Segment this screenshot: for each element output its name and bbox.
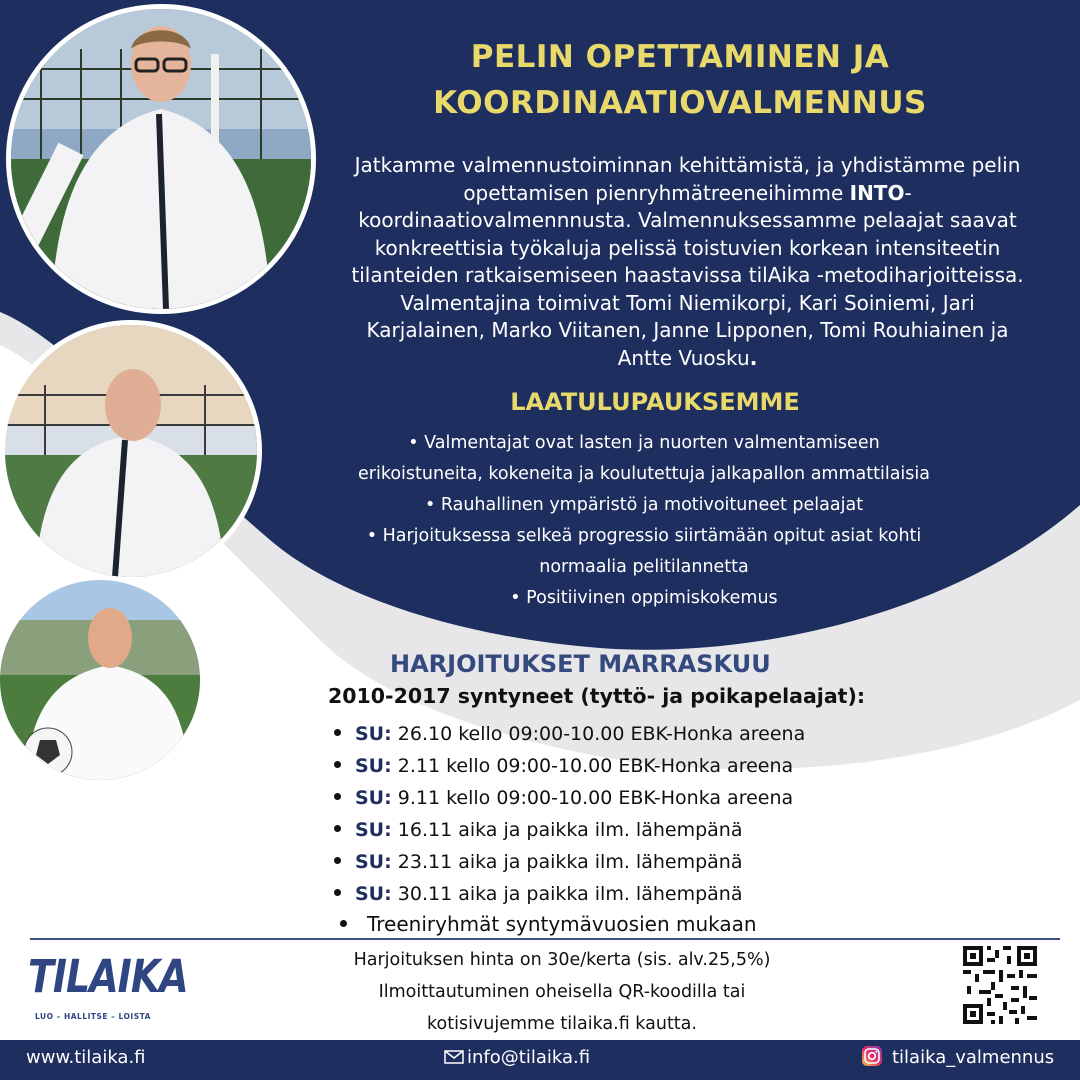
- coach-photo-2: [0, 320, 262, 582]
- quality-item: • Positiivinen oppimiskokemus: [510, 588, 778, 608]
- session-day: SU:: [355, 755, 392, 777]
- bullet-icon: [340, 920, 347, 927]
- session-day: SU:: [355, 723, 392, 745]
- quality-item: erikoistuneita, kokeneita ja koulutettuja jalkapallon ammattilaisia: [358, 464, 930, 484]
- email-text: info@tilaika.fi: [467, 1047, 591, 1068]
- page-title: [330, 34, 1030, 126]
- bullet-icon: [334, 857, 341, 864]
- session-list: [334, 718, 805, 910]
- session-day: SU:: [355, 819, 392, 841]
- tilaika-logo: [28, 950, 188, 1040]
- session-detail: 9.11 kello 09:00-10.00 EBK-Honka areena: [397, 787, 794, 809]
- session-item: [334, 846, 805, 878]
- bullet-icon: [334, 793, 341, 800]
- quality-item: • Rauhallinen ympäristö ja motivoituneet pelaajat: [424, 495, 864, 515]
- coach-photo-1: [6, 4, 316, 314]
- session-detail: 16.11 aika ja paikka ilm. lähempänä: [397, 819, 743, 841]
- bullet-icon: [334, 889, 341, 896]
- session-detail: 23.11 aika ja paikka ilm. lähempänä: [397, 851, 743, 873]
- session-day: SU:: [355, 851, 392, 873]
- session-item: [334, 878, 805, 910]
- groups-note-text: Treeniryhmät syntymävuosien mukaan: [367, 912, 757, 936]
- age-group-line: 2010-2017 syntyneet (tyttö- ja poikapelaajat):: [328, 684, 866, 708]
- bullet-icon: [334, 825, 341, 832]
- instagram-icon: [862, 1046, 882, 1066]
- bullet-icon: [334, 729, 341, 736]
- coach-photo-3: [0, 580, 200, 780]
- intro-paragraph: [345, 152, 1030, 372]
- quality-list: [300, 428, 988, 614]
- intro-text-end: -koordinaatiovalmennnusta. Valmennuksessamme pelaajat saavat konkreettisia työkaluja pelissä toistuvien korkean intensiteetin tilanteiden ratkaisemiseen haastavissa tilAika -metodiharjoitteissa. Valmentajina toimivat Tomi Niemikorpi, Kari Soiniemi, Jari Karjalainen, Marko Viitanen, Janne Lipponen, Tomi Rouhiainen ja Antte Vuosku: [351, 180, 1024, 370]
- email-link[interactable]: [444, 1047, 590, 1068]
- quality-item: normaalia pelitilannetta: [539, 557, 749, 577]
- session-item: [334, 750, 805, 782]
- divider: [30, 938, 1060, 940]
- title-line-2: KOORDINAATIOVALMENNUS: [433, 85, 927, 121]
- footer-bar: [0, 1040, 1080, 1080]
- session-detail: 2.11 kello 09:00-10.00 EBK-Honka areena: [397, 755, 794, 777]
- session-item: [334, 718, 805, 750]
- logo-tagline: LUO – HALLITSE – LOISTA: [35, 1012, 151, 1021]
- price-info: [312, 944, 812, 1040]
- qr-code[interactable]: [963, 946, 1037, 1024]
- session-item: [334, 814, 805, 846]
- session-item: [334, 782, 805, 814]
- session-day: SU:: [355, 883, 392, 905]
- bullet-icon: [334, 761, 341, 768]
- info-line-2: Ilmoittautuminen oheisella QR-koodilla tai: [378, 982, 746, 1002]
- intro-text-bold: INTO: [849, 180, 905, 205]
- quality-item: • Valmentajat ovat lasten ja nuorten valmentamiseen: [408, 433, 880, 453]
- quality-title: LAATULUPAUKSEMME: [510, 388, 800, 416]
- website-link[interactable]: www.tilaika.fi: [26, 1047, 146, 1068]
- instagram-handle: tilaika_valmennus: [892, 1047, 1055, 1068]
- quality-item: • Harjoituksessa selkeä progressio siirtämään opitut asiat kohti: [366, 526, 922, 546]
- training-title: HARJOITUKSET MARRASKUU: [390, 650, 771, 678]
- info-line-3: kotisivujemme tilaika.fi kautta.: [427, 1014, 697, 1034]
- logo-wordmark: TILAIKA: [28, 950, 188, 1003]
- session-day: SU:: [355, 787, 392, 809]
- title-line-1: PELIN OPETTAMINEN JA: [470, 39, 890, 75]
- instagram-link[interactable]: [862, 1047, 1054, 1068]
- intro-text-period: .: [749, 345, 758, 370]
- mail-icon: [444, 1050, 464, 1064]
- session-detail: 30.11 aika ja paikka ilm. lähempänä: [397, 883, 743, 905]
- info-line-1: Harjoituksen hinta on 30e/kerta (sis. alv.25,5%): [353, 950, 771, 970]
- groups-note: [340, 912, 757, 936]
- session-detail: 26.10 kello 09:00-10.00 EBK-Honka areena: [397, 723, 806, 745]
- intro-text-start: Jatkamme valmennustoiminnan kehittämistä, ja yhdistämme pelin opettamisen pienryhmätreeneihimme: [354, 153, 1021, 205]
